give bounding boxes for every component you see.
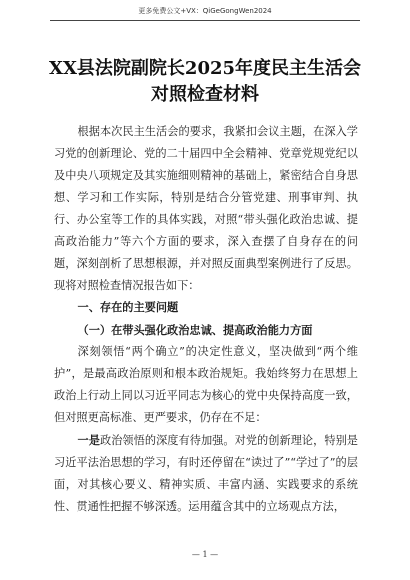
section-heading: 一、存在的主要问题 (77, 301, 179, 314)
point-paragraph (54, 429, 358, 518)
header-note: 更多免费公文+VX：QiGeGongWen2024 (138, 7, 272, 15)
page-number: — 1 — (191, 550, 219, 559)
header-divider (50, 20, 360, 21)
subsection-heading: （一）在带头强化政治忠诚、提高政治能力方面 (77, 323, 313, 337)
point-lead: 一是 (77, 433, 100, 447)
intro-paragraph: 根据本次民主生活会的要求，我紧扣会议主题，在深入学习党的创新理论、党的二十届四中全会精神、党章党规党纪以及中央八项规定及其实施细则精神的基础上，紧密结合自身思想、学习和工作实际，特别是结合分管党建、刑事审判、执行、办公室等工作的具体实践，对照“带头强化政治忠诚、提高政治能力”等六个方面的要求，深入查摆了自身存在的问题，深刻剖析了思想根源，并对照反面典型案例进行了反思。现将对照检查情况报告如下： (54, 125, 358, 292)
body-paragraph: 深刻领悟“两个确立”的决定性意义，坚决做到“两个维护”，是最高政治原则和根本政治规矩。我始终努力在思想上政治上行动上同以习近平同志为核心的党中央保持高度一致，但对照更高标准、更严要求，仍存在不足： (54, 345, 358, 424)
point-text: 政治领悟的深度有待加强。对党的创新理论，特别是习近平法治思想的学习，有时还停留在“读过了”“学过了”的层面，对其核心要义、精神实质、丰富内涵、实践要求的系统性、贯通性把握不够深透。运用蕴含其中的立场观点方法， (54, 434, 358, 513)
document-title: XX县法院副院长2025年度民主生活会对照检查材料 (48, 58, 362, 105)
document-body (54, 121, 358, 518)
